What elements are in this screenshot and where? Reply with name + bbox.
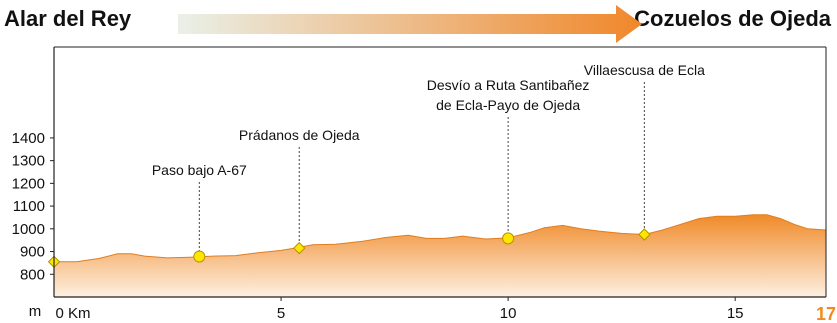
start-location-title: Alar del Rey <box>4 6 132 31</box>
y-tick-label: 1200 <box>11 175 45 193</box>
poi-label: de Ecla-Payo de Ojeda <box>436 97 581 113</box>
end-location-title: Cozuelos de Ojeda <box>634 6 831 31</box>
x-tick-label-end: 17 <box>815 304 837 323</box>
y-axis-unit: m <box>28 303 42 320</box>
poi-marker-circle <box>194 251 205 262</box>
x-tick-label: 5 <box>276 305 286 322</box>
x-tick-label: 10 <box>499 305 517 322</box>
elevation-area <box>54 215 826 297</box>
y-tick-label: 1300 <box>11 152 45 170</box>
poi-label: Villaescusa de Ecla <box>583 62 705 78</box>
poi-marker-circle <box>503 233 514 244</box>
poi-label: Desvío a Ruta Santibañez <box>426 77 590 93</box>
y-tick-label: 1400 <box>11 129 45 147</box>
poi-label: Paso bajo A-67 <box>151 162 247 178</box>
y-tick-label: 1000 <box>11 220 45 238</box>
route-direction-arrow <box>178 5 642 43</box>
poi-label: Prádanos de Ojeda <box>238 127 360 143</box>
x-tick-label: 15 <box>726 305 744 322</box>
y-tick-label: 1100 <box>12 198 45 216</box>
x-tick-label: 0 Km <box>55 305 91 322</box>
y-tick-label: 800 <box>19 266 45 284</box>
y-tick-label: 900 <box>19 243 45 261</box>
